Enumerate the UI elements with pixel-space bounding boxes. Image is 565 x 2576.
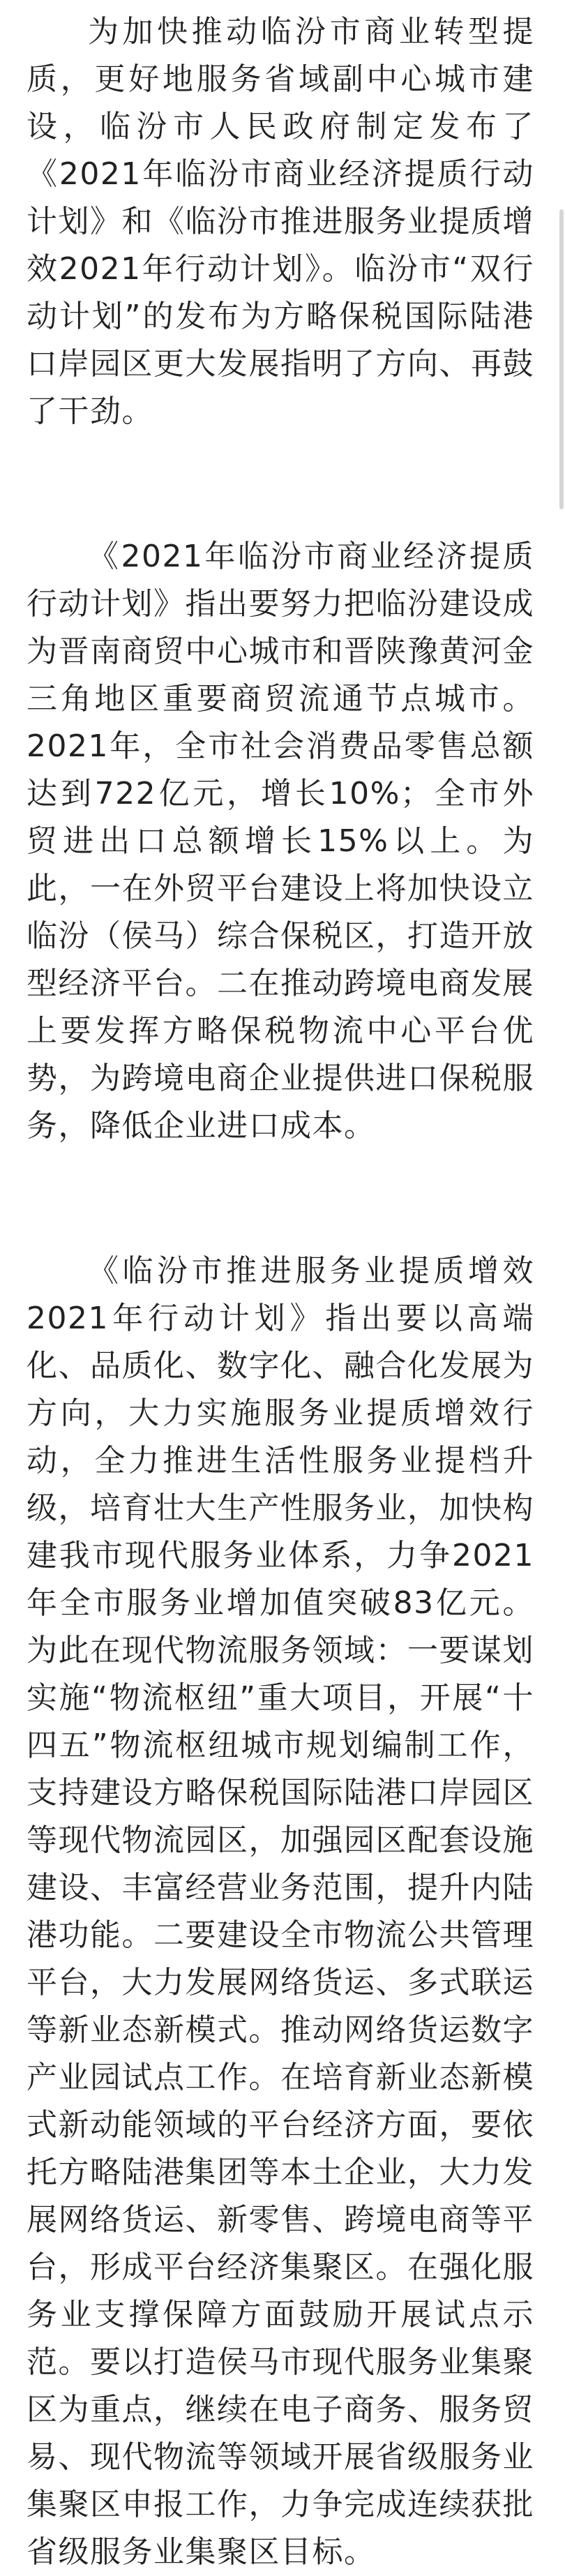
paragraph-service-plan: 《临汾市推进服务业提质增效2021年行动计划》指出要以高端化、品质化、数字化、融合化发展为方向，大力实施服务业提质增效行动，全力推进生活性服务业提档升级，培育壮大生产性服务业，加快构建我市现代服务业体系，力争2021年全市服务业增加值突破83亿元。为此在现代物流服务领域：一要谋划实施“物流枢纽”重大项目，开展“十四五”物流枢纽城市规划编制工作，支持建设方略保税国际陆港口岸园区等现代物流园区，加强园区配套设施建设、丰富经营业务范围，提升内陆港功能。二要建设全市物流公共管理平台，大力发展网络货运、多式联运等新业态新模式。推动网络货运数字产业园试点工作。在培育新业态新模式新动能领域的平台经济方面，要依托方略陆港集团等本土企业，大力发展网络货运、新零售、跨境电商等平台，形成平台经济集聚区。在强化服务业支撑保障方面鼓励开展试点示范。要以打造侯马市现代服务业集聚区为重点，继续在电子商务、服务贸易、现代物流等领域开展省级服务业集聚区申报工作，力争完成连续获批省级服务业集聚区目标。 [27, 1253, 534, 2570]
paragraph-intro: 为加快推动临汾市商业转型提质，更好地服务省域副中心城市建设，临汾市人民政府制定发布了《2021年临汾市商业经济提质行动计划》和《临汾市推进服务业提质增效2021年行动计划》。临汾市“双行动计划”的发布为方略保税国际陆港口岸园区更大发展指明了方向、再鼓了干劲。 [27, 14, 534, 429]
paragraph-commerce-plan: 《2021年临汾市商业经济提质行动计划》指出要努力把临汾建设成为晋南商贸中心城市和晋陕豫黄河金三角地区重要商贸流通节点城市。2021年，全市社会消费品零售总额达到722亿元，增长10%；全市外贸进出口总额增长15%以上。为此，一在外贸平台建设上将加快设立临汾（侯马）综合保税区，打造开放型经济平台。二在推动跨境电商发展上要发挥方略保税物流中心平台优势，为跨境电商企业提供进口保税服务，降低企业进口成本。 [27, 539, 534, 1144]
scrollbar[interactable] [559, 209, 564, 509]
